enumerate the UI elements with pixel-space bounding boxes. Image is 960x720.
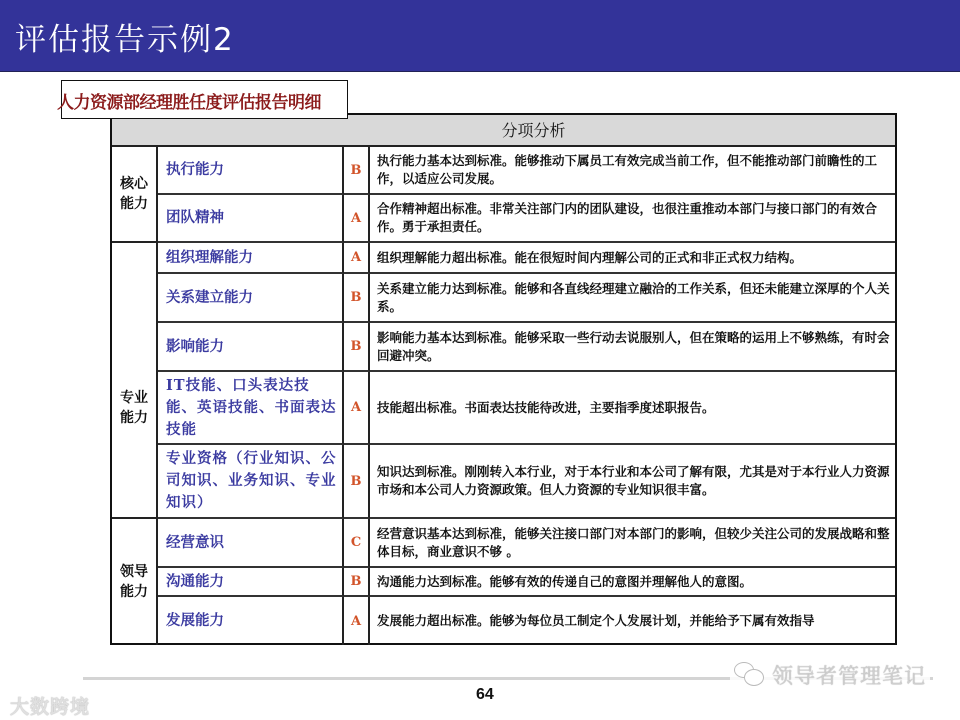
table-row-description: 执行能力基本达到标准。能够推动下属员工有效完成当前工作，但不能推动部门前瞻性的工作，以适应公司发展。 <box>370 147 895 195</box>
category-label: 领导 能力 <box>120 564 148 600</box>
table-row-item: 经营意识 <box>158 519 344 568</box>
table-row-description: 技能超出标准。书面表达技能待改进，主要指季度述职报告。 <box>370 372 895 445</box>
grade-badge: A <box>344 243 370 274</box>
table-row-description: 组织理解能力超出标准。能在很短时间内理解公司的正式和非正式权力结构。 <box>370 243 895 274</box>
table-row-item: 发展能力 <box>158 597 344 645</box>
grade-badge: B <box>344 445 370 519</box>
table-header <box>112 115 895 147</box>
watermark-left: 大数跨境 <box>10 696 91 718</box>
table-row-item: 组织理解能力 <box>158 243 344 274</box>
header-label: 分项分析 <box>501 121 566 140</box>
grade-badge: A <box>344 597 370 645</box>
category-professional <box>112 243 158 519</box>
wechat-icon <box>734 662 766 688</box>
assessment-table <box>110 113 897 645</box>
table-row-description: 知识达到标准。刚刚转入本行业，对于本行业和本公司了解有限，尤其是对于本行业人力资源市场和本公司人力资源政策。但人力资源的专业知识很丰富。 <box>370 445 895 519</box>
grade-badge: A <box>344 195 370 243</box>
table-row-item: 影响能力 <box>158 323 344 372</box>
grade-badge: B <box>344 568 370 597</box>
watermark-right-text: 领导者管理笔记 <box>772 664 926 688</box>
category-leadership <box>112 519 158 645</box>
category-label: 核心 能力 <box>120 176 148 212</box>
grade-badge: A <box>344 372 370 445</box>
table-row-description: 合作精神超出标准。非常关注部门内的团队建设，也很注重推动本部门与接口部门的有效合作。勇于承担责任。 <box>370 195 895 243</box>
table-row-description: 经营意识基本达到标准，能够关注接口部门对本部门的影响，但较少关注公司的发展战略和整体目标，商业意识不够 。 <box>370 519 895 568</box>
table-row-item: 沟通能力 <box>158 568 344 597</box>
category-label: 专业 能力 <box>120 390 148 426</box>
slide-title: 评估报告示例2 <box>15 22 235 58</box>
table-row-description: 沟通能力达到标准。能够有效的传递自己的意图并理解他人的意图。 <box>370 568 895 597</box>
table-row-item: 专业资格（行业知识、公司知识、业务知识、专业知识） <box>158 445 344 519</box>
watermark-right <box>730 660 930 690</box>
table-row-description: 影响能力基本达到标准。能够采取一些行动去说服别人，但在策略的运用上不够熟练，有时会回避冲突。 <box>370 323 895 372</box>
table-row-item: 团队精神 <box>158 195 344 243</box>
grade-badge: B <box>344 323 370 372</box>
table-row-item: 关系建立能力 <box>158 274 344 323</box>
table-row-description: 关系建立能力达到标准。能够和各直线经理建立融洽的工作关系，但还未能建立深厚的个人关系。 <box>370 274 895 323</box>
page-number: 64 <box>476 686 494 703</box>
table-row-description: 发展能力超出标准。能够为每位员工制定个人发展计划，并能给予下属有效指导 <box>377 613 815 628</box>
grade-badge: C <box>344 519 370 568</box>
report-subtitle: 人力资源部经理胜任度评估报告明细 <box>57 93 321 113</box>
table-row-item: IT技能、口头表达技能、英语技能、书面表达技能 <box>158 372 344 445</box>
title-bar <box>0 0 960 72</box>
grade-badge: B <box>344 147 370 195</box>
table-row-item: 执行能力 <box>158 147 344 195</box>
category-core <box>112 147 158 243</box>
grade-badge: B <box>344 274 370 323</box>
